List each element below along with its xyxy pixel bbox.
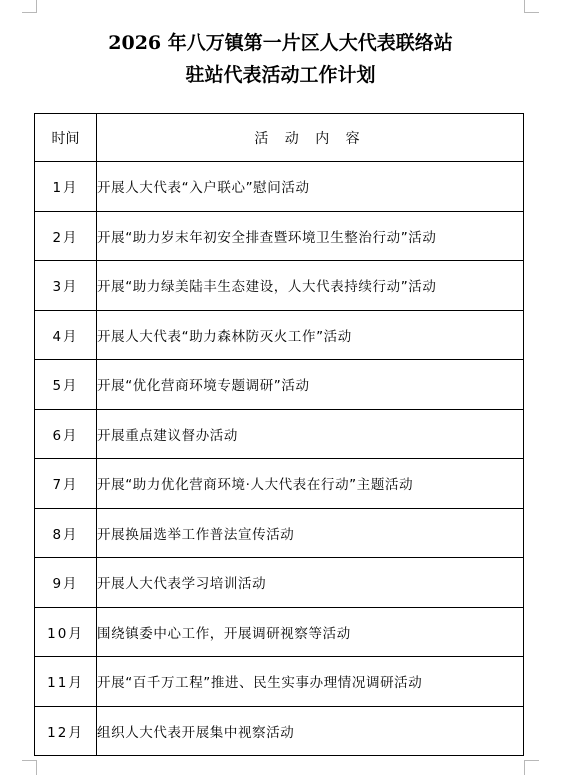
row-activity: 开展人大代表“入户联心”慰问活动: [97, 162, 524, 212]
table-row: [35, 211, 524, 261]
row-time: 6月: [35, 409, 97, 459]
row-time: 10月: [35, 607, 97, 657]
page-corner-mark-bottom-right: [524, 760, 539, 775]
page-corner-mark-top-left: [22, 0, 37, 13]
document-title-line-1: 2026 年八万镇第一片区人大代表联络站: [108, 32, 453, 54]
row-activity: 围绕镇委中心工作，开展调研视察等活动: [97, 607, 524, 657]
row-time: 5月: [35, 360, 97, 410]
table-row: [35, 657, 524, 707]
table-header-row: [35, 114, 524, 162]
row-activity: 开展换届选举工作普法宣传活动: [97, 508, 524, 558]
row-time: 4月: [35, 310, 97, 360]
page-corner-mark-top-right: [524, 0, 539, 13]
page-corner-mark-bottom-left: [22, 760, 37, 775]
table-row: [35, 558, 524, 608]
table-row: [35, 360, 524, 410]
row-time: 1月: [35, 162, 97, 212]
row-activity: 开展“助力绿美陆丰生态建设，人大代表持续行动”活动: [97, 261, 524, 311]
row-activity: 开展人大代表“助力森林防灭火工作”活动: [97, 310, 524, 360]
row-time: 12月: [35, 706, 97, 756]
row-activity: 组织人大代表开展集中视察活动: [97, 706, 524, 756]
table-row: [35, 261, 524, 311]
row-time: 3月: [35, 261, 97, 311]
row-time: 2月: [35, 211, 97, 261]
table-row: [35, 162, 524, 212]
header-activity: 活 动 内 容: [97, 114, 524, 162]
row-activity: 开展人大代表学习培训活动: [97, 558, 524, 608]
table-row: [35, 706, 524, 756]
row-time: 8月: [35, 508, 97, 558]
table-row: [35, 607, 524, 657]
row-activity: 开展“助力岁末年初安全排查暨环境卫生整治行动”活动: [97, 211, 524, 261]
table-row: [35, 459, 524, 509]
row-time: 11月: [35, 657, 97, 707]
document-title-line-2: 驻站代表活动工作计划: [185, 64, 376, 86]
row-time: 9月: [35, 558, 97, 608]
row-activity: 开展“助力优化营商环境·人大代表在行动”主题活动: [97, 459, 524, 509]
row-time: 7月: [35, 459, 97, 509]
row-activity: 开展重点建议督办活动: [97, 409, 524, 459]
header-time: 时间: [35, 114, 97, 162]
table-row: [35, 508, 524, 558]
table-row: [35, 409, 524, 459]
table-row: [35, 310, 524, 360]
row-activity: 开展“优化营商环境专题调研”活动: [97, 360, 524, 410]
row-activity: 开展“百千万工程”推进、民生实事办理情况调研活动: [97, 657, 524, 707]
activity-plan-table: [34, 113, 524, 756]
